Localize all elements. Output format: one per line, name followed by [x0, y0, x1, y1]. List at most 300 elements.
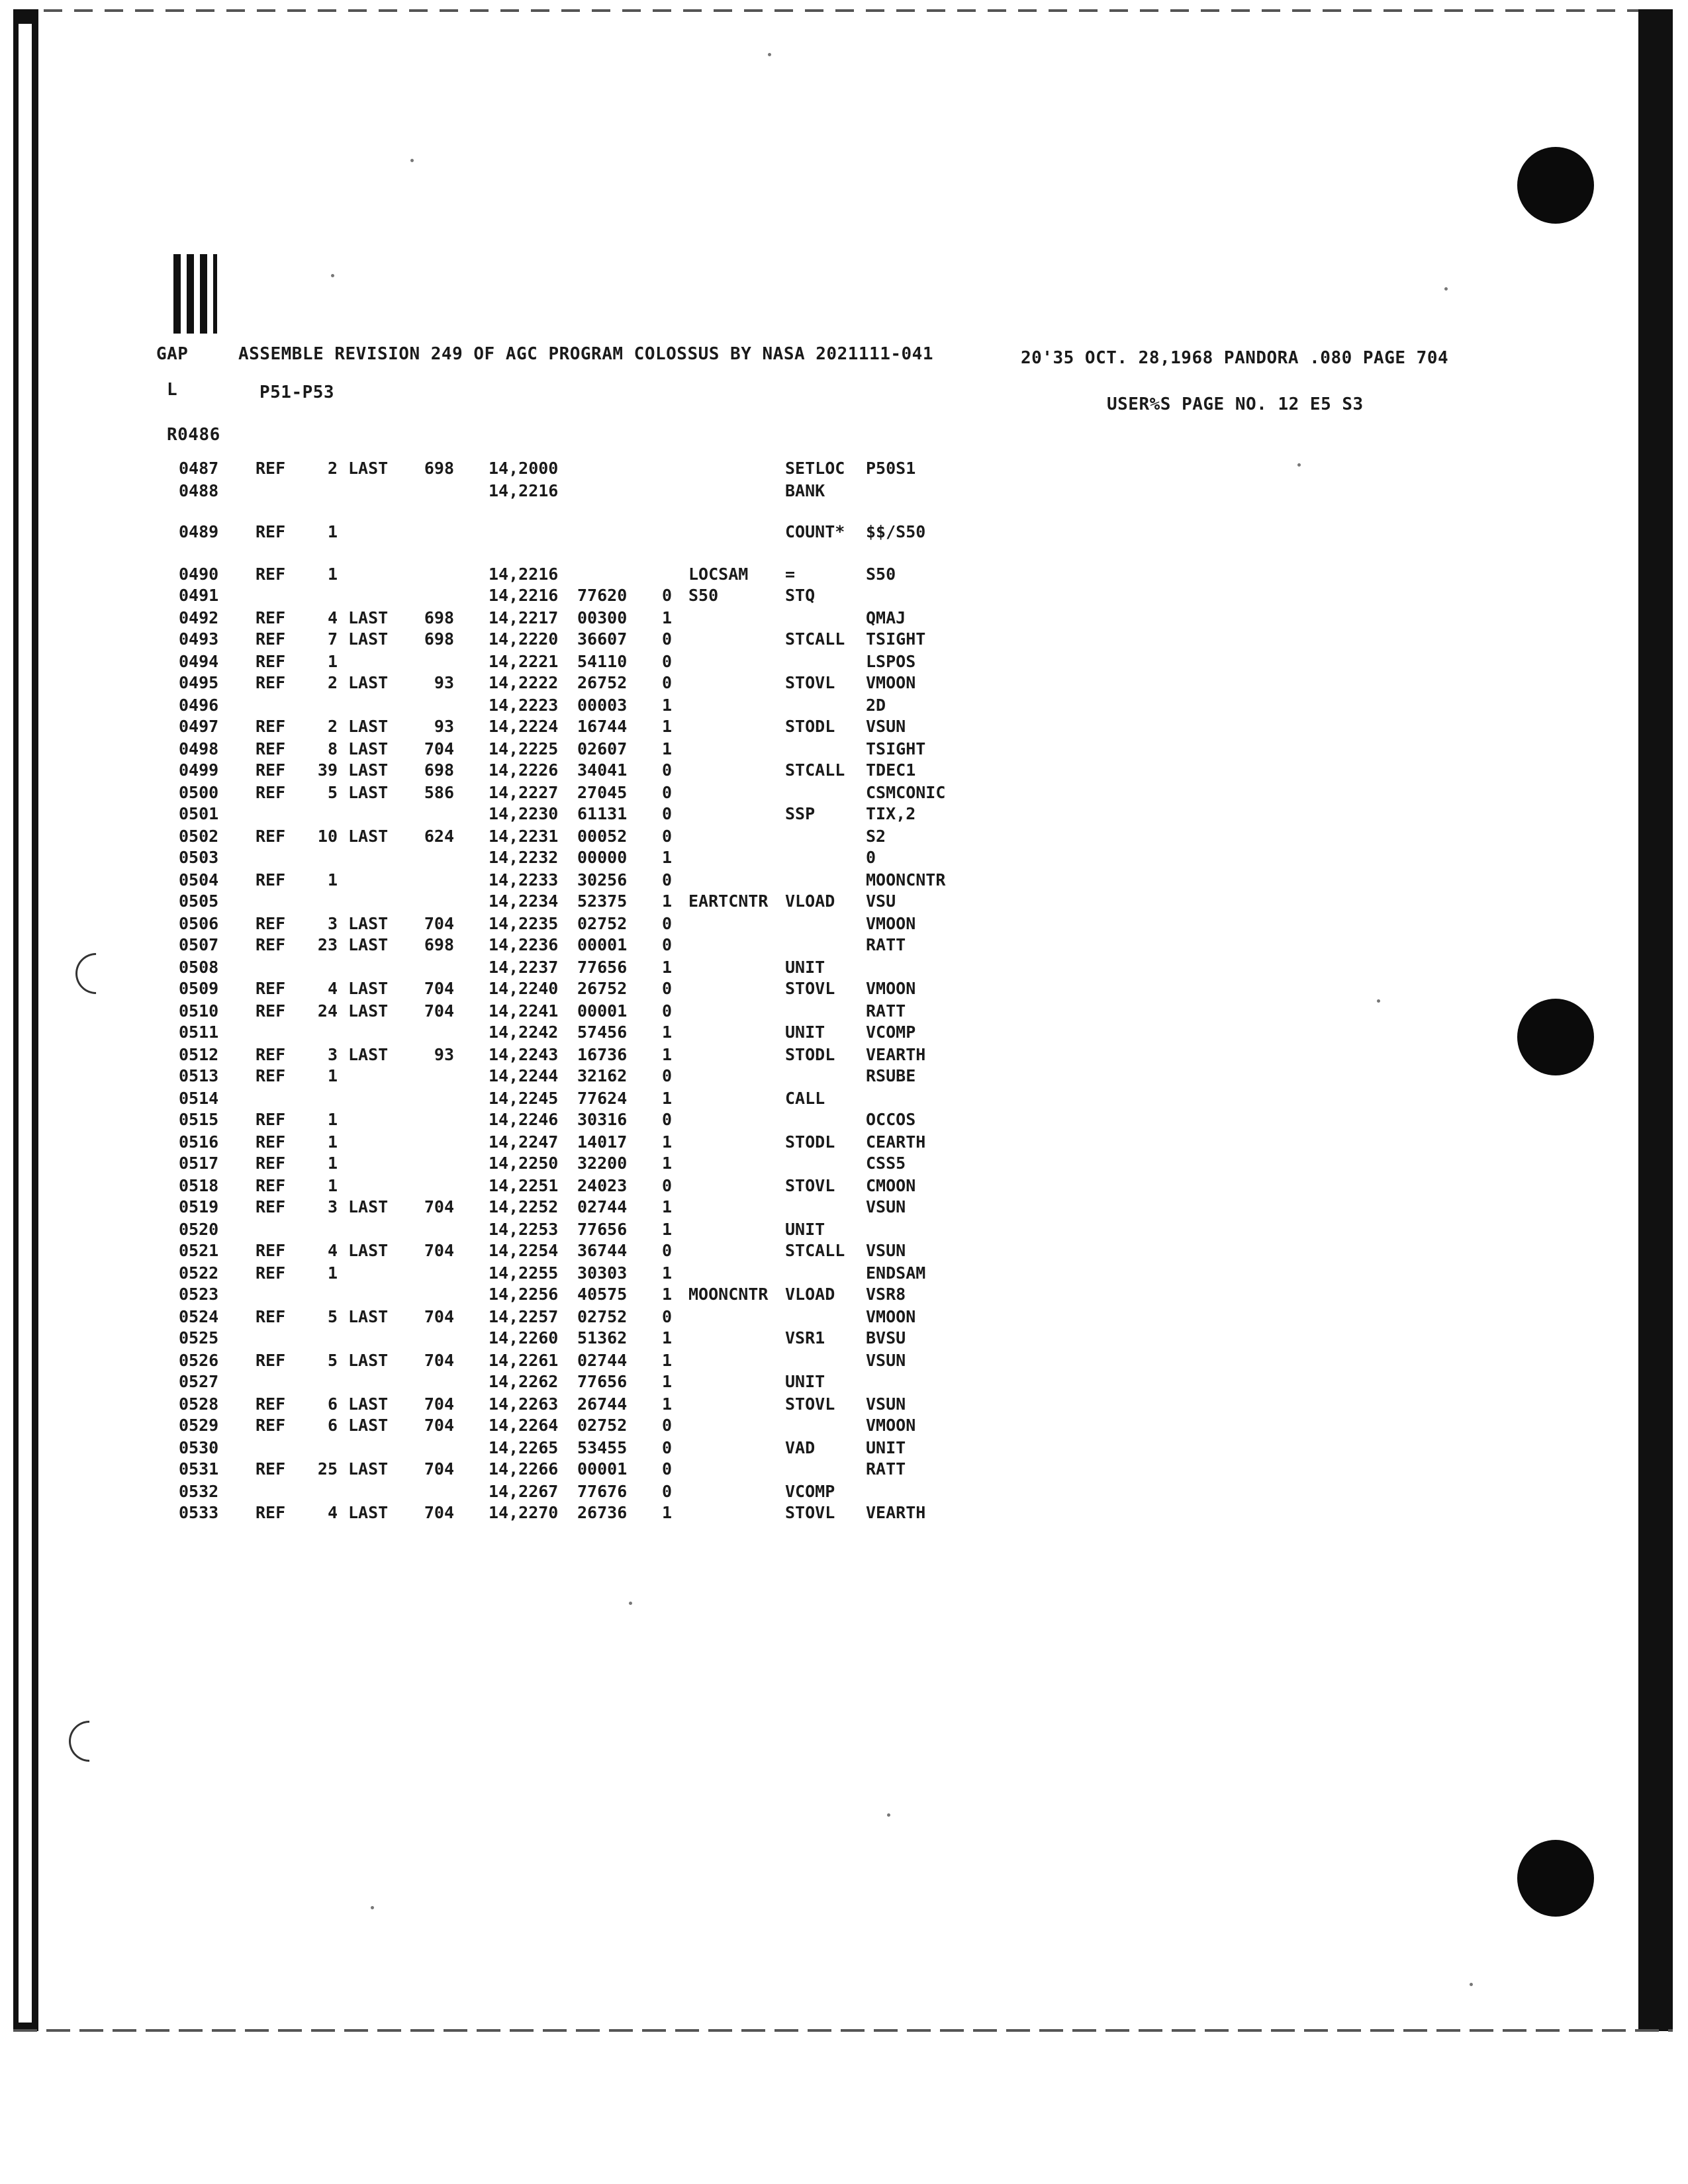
listing-cell-lbl: MOONCNTR — [688, 1285, 769, 1304]
listing-row — [0, 1001, 993, 1022]
listing-cell-last: LAST — [348, 739, 389, 758]
listing-cell-opd: VEARTH — [866, 1045, 926, 1064]
listing-cell-cnt: 5 — [327, 1351, 338, 1370]
listing-cell-opd: TIX,2 — [866, 804, 916, 823]
listing-cell-code: 02744 — [577, 1197, 628, 1216]
listing-cell-opd: TDEC1 — [866, 760, 916, 780]
listing-cell-addr: 14,2216 — [489, 586, 559, 605]
listing-cell-ref: REF — [256, 739, 286, 758]
listing-cell-addr: 14,2252 — [489, 1197, 559, 1216]
listing-cell-last: LAST — [348, 979, 389, 998]
listing-cell-opd: RATT — [866, 935, 906, 954]
listing-cell-addr: 14,2243 — [489, 1045, 559, 1064]
listing-cell-opd: ENDSAM — [866, 1263, 926, 1283]
listing-row — [0, 1022, 993, 1043]
listing-cell-code: 32162 — [577, 1066, 628, 1085]
listing-cell-par: 0 — [662, 1066, 673, 1085]
listing-cell-op: BANK — [785, 481, 825, 500]
listing-cell-addr: 14,2253 — [489, 1220, 559, 1239]
listing-cell-addr: 14,2264 — [489, 1416, 559, 1435]
listing-cell-par: 0 — [662, 1459, 673, 1479]
listing-cell-opd: S2 — [866, 827, 886, 846]
listing-cell-lbl: LOCSAM — [688, 565, 749, 584]
listing-cell-opd: S50 — [866, 565, 896, 584]
listing-cell-op: VCOMP — [785, 1482, 835, 1501]
listing-cell-addr: 14,2256 — [489, 1285, 559, 1304]
listing-cell-addr: 14,2250 — [489, 1154, 559, 1173]
listing-cell-addr: 14,2265 — [489, 1438, 559, 1457]
listing-row — [0, 480, 993, 502]
listing-cell-addr: 14,2263 — [489, 1394, 559, 1414]
listing-row — [0, 1306, 993, 1328]
listing-cell-ln: 0513 — [179, 1066, 219, 1085]
listing-cell-cnt: 4 — [327, 1241, 338, 1260]
listing-cell-par: 0 — [662, 783, 673, 802]
listing-cell-cnt: 1 — [327, 1132, 338, 1152]
listing-row — [0, 1437, 993, 1459]
listing-cell-pg: 93 — [434, 1045, 454, 1064]
listing-cell-ref: REF — [256, 1110, 286, 1129]
listing-cell-lbl: S50 — [688, 586, 719, 605]
listing-cell-cnt: 24 — [317, 1001, 338, 1021]
listing-cell-cnt: 23 — [317, 935, 338, 954]
listing-cell-op: COUNT* — [785, 522, 845, 541]
listing-cell-ln: 0511 — [179, 1023, 219, 1042]
listing-cell-cnt: 2 — [327, 459, 338, 478]
listing-cell-pg: 704 — [424, 1459, 454, 1479]
listing-row — [0, 1044, 993, 1066]
header-prefix: GAP — [156, 344, 189, 364]
listing-cell-code: 00003 — [577, 696, 628, 715]
listing-cell-par: 0 — [662, 827, 673, 846]
listing-cell-par: 1 — [662, 608, 673, 627]
listing-cell-last: LAST — [348, 827, 389, 846]
listing-cell-last: LAST — [348, 1045, 389, 1064]
listing-cell-code: 77676 — [577, 1482, 628, 1501]
listing-cell-cnt: 2 — [327, 717, 338, 736]
listing-cell-opd: VEARTH — [866, 1503, 926, 1522]
listing-cell-ln: 0533 — [179, 1503, 219, 1522]
listing-cell-addr: 14,2220 — [489, 629, 559, 649]
listing-cell-ref: REF — [256, 717, 286, 736]
listing-row — [0, 585, 993, 606]
listing-row — [0, 695, 993, 716]
listing-cell-ln: 0518 — [179, 1176, 219, 1195]
listing-cell-addr: 14,2237 — [489, 958, 559, 977]
listing-cell-pg: 698 — [424, 608, 454, 627]
listing-cell-addr: 14,2266 — [489, 1459, 559, 1479]
listing-cell-par: 0 — [662, 1307, 673, 1326]
listing-cell-code: 02752 — [577, 914, 628, 933]
listing-cell-addr: 14,2241 — [489, 1001, 559, 1021]
listing-cell-ref: REF — [256, 1307, 286, 1326]
listing-cell-pg: 704 — [424, 1503, 454, 1522]
listing-cell-par: 0 — [662, 673, 673, 692]
listing-cell-opd: VSR8 — [866, 1285, 906, 1304]
listing-cell-last: LAST — [348, 1416, 389, 1435]
listing-cell-ref: REF — [256, 979, 286, 998]
listing-cell-last: LAST — [348, 673, 389, 692]
listing-cell-last: LAST — [348, 608, 389, 627]
listing-cell-op: STOVL — [785, 979, 835, 998]
listing-row — [0, 522, 993, 543]
listing-cell-addr: 14,2257 — [489, 1307, 559, 1326]
listing-cell-code: 16744 — [577, 717, 628, 736]
listing-row — [0, 1284, 993, 1305]
listing-cell-pg: 624 — [424, 827, 454, 846]
listing-cell-addr: 14,2226 — [489, 760, 559, 780]
listing-cell-code: 00001 — [577, 935, 628, 954]
listing-cell-last: LAST — [348, 1197, 389, 1216]
listing-cell-ln: 0489 — [179, 522, 219, 541]
listing-cell-code: 40575 — [577, 1285, 628, 1304]
listing-cell-pg: 704 — [424, 1416, 454, 1435]
listing-cell-ref: REF — [256, 1263, 286, 1283]
listing-cell-par: 0 — [662, 1001, 673, 1021]
listing-row — [0, 1459, 993, 1480]
listing-cell-code: 77656 — [577, 1372, 628, 1391]
listing-cell-ref: REF — [256, 1154, 286, 1173]
listing-cell-code: 77656 — [577, 1220, 628, 1239]
listing-cell-pg: 93 — [434, 717, 454, 736]
listing-cell-ln: 0532 — [179, 1482, 219, 1501]
user-page-number: USER%S PAGE NO. 12 E5 S3 — [1107, 394, 1364, 414]
listing-cell-last: LAST — [348, 914, 389, 933]
listing-cell-ref: REF — [256, 1132, 286, 1152]
listing-cell-pg: 93 — [434, 673, 454, 692]
listing-cell-ref: REF — [256, 1416, 286, 1435]
listing-cell-opd: P50S1 — [866, 459, 916, 478]
listing-cell-par: 1 — [662, 1394, 673, 1414]
listing-cell-opd: RATT — [866, 1001, 906, 1021]
listing-cell-addr: 14,2216 — [489, 481, 559, 500]
listing-cell-pg: 698 — [424, 459, 454, 478]
listing-cell-addr: 14,2262 — [489, 1372, 559, 1391]
listing-cell-cnt: 4 — [327, 608, 338, 627]
listing-cell-ln: 0528 — [179, 1394, 219, 1414]
listing-cell-last: LAST — [348, 760, 389, 780]
listing-cell-ref: REF — [256, 827, 286, 846]
listing-cell-code: 53455 — [577, 1438, 628, 1457]
listing-cell-op: STCALL — [785, 760, 845, 780]
listing-title: ASSEMBLE REVISION 249 OF AGC PROGRAM COLOSSUS BY NASA 2021111-041 — [238, 344, 933, 364]
listing-cell-addr: 14,2217 — [489, 608, 559, 627]
listing-cell-ref: REF — [256, 673, 286, 692]
listing-row — [0, 1153, 993, 1174]
listing-cell-ln: 0519 — [179, 1197, 219, 1216]
listing-cell-opd: VSUN — [866, 1197, 906, 1216]
listing-cell-op: VAD — [785, 1438, 816, 1457]
listing-cell-par: 1 — [662, 1503, 673, 1522]
listing-cell-addr: 14,2230 — [489, 804, 559, 823]
listing-row — [0, 1219, 993, 1240]
listing-cell-op: SSP — [785, 804, 816, 823]
listing-cell-code: 51362 — [577, 1328, 628, 1347]
listing-cell-op: STOVL — [785, 1394, 835, 1414]
listing-cell-addr: 14,2244 — [489, 1066, 559, 1085]
listing-cell-cnt: 6 — [327, 1416, 338, 1435]
listing-cell-addr: 14,2261 — [489, 1351, 559, 1370]
listing-cell-par: 1 — [662, 1328, 673, 1347]
listing-cell-ref: REF — [256, 565, 286, 584]
listing-cell-ln: 0527 — [179, 1372, 219, 1391]
listing-cell-par: 0 — [662, 1482, 673, 1501]
listing-cell-addr: 14,2232 — [489, 848, 559, 867]
listing-cell-last: LAST — [348, 717, 389, 736]
listing-cell-addr: 14,2247 — [489, 1132, 559, 1152]
listing-cell-op: SETLOC — [785, 459, 845, 478]
listing-row — [0, 739, 993, 760]
listing-cell-last: LAST — [348, 1001, 389, 1021]
listing-cell-par: 1 — [662, 1197, 673, 1216]
listing-cell-addr: 14,2231 — [489, 827, 559, 846]
listing-cell-ref: REF — [256, 1459, 286, 1479]
listing-row — [0, 782, 993, 803]
listing-cell-ref: REF — [256, 1394, 286, 1414]
listing-cell-par: 1 — [662, 1220, 673, 1239]
listing-cell-opd: CEARTH — [866, 1132, 926, 1152]
listing-cell-pg: 704 — [424, 1241, 454, 1260]
listing-cell-par: 0 — [662, 870, 673, 889]
listing-cell-pg: 704 — [424, 1351, 454, 1370]
listing-cell-code: 32200 — [577, 1154, 628, 1173]
listing-cell-op: CALL — [785, 1089, 825, 1108]
listing-cell-par: 0 — [662, 1176, 673, 1195]
listing-cell-opd: VSUN — [866, 717, 906, 736]
listing-cell-cnt: 7 — [327, 629, 338, 649]
listing-date-page: 20'35 OCT. 28,1968 PANDORA .080 PAGE 704 — [1021, 348, 1449, 368]
listing-cell-cnt: 8 — [327, 739, 338, 758]
listing-cell-ln: 0501 — [179, 804, 219, 823]
listing-cell-par: 1 — [662, 1045, 673, 1064]
listing-cell-opd: OCCOS — [866, 1110, 916, 1129]
listing-cell-code: 00052 — [577, 827, 628, 846]
listing-cell-par: 1 — [662, 696, 673, 715]
listing-cell-cnt: 1 — [327, 565, 338, 584]
listing-cell-ln: 0505 — [179, 891, 219, 911]
listing-cell-pg: 704 — [424, 979, 454, 998]
listing-cell-code: 16736 — [577, 1045, 628, 1064]
listing-cell-code: 34041 — [577, 760, 628, 780]
listing-cell-ref: REF — [256, 783, 286, 802]
listing-cell-last: LAST — [348, 1394, 389, 1414]
listing-cell-code: 27045 — [577, 783, 628, 802]
listing-cell-addr: 14,2235 — [489, 914, 559, 933]
listing-cell-last: LAST — [348, 1459, 389, 1479]
listing-cell-par: 0 — [662, 629, 673, 649]
listing-cell-par: 1 — [662, 891, 673, 911]
listing-cell-cnt: 4 — [327, 1503, 338, 1522]
listing-cell-code: 26752 — [577, 979, 628, 998]
listing-row — [0, 672, 993, 694]
listing-cell-par: 0 — [662, 979, 673, 998]
listing-cell-opd: VMOON — [866, 979, 916, 998]
listing-cell-ln: 0521 — [179, 1241, 219, 1260]
listing-row — [0, 1066, 993, 1087]
listing-cell-ln: 0494 — [179, 652, 219, 671]
listing-cell-pg: 704 — [424, 1001, 454, 1021]
listing-cell-code: 02752 — [577, 1416, 628, 1435]
listing-cell-pg: 704 — [424, 1197, 454, 1216]
listing-cell-ref: REF — [256, 1045, 286, 1064]
listing-cell-addr: 14,2270 — [489, 1503, 559, 1522]
listing-cell-ref: REF — [256, 1176, 286, 1195]
listing-cell-ref: REF — [256, 1001, 286, 1021]
listing-row — [0, 913, 993, 934]
listing-cell-addr: 14,2242 — [489, 1023, 559, 1042]
listing-cell-par: 0 — [662, 1416, 673, 1435]
listing-cell-cnt: 6 — [327, 1394, 338, 1414]
listing-cell-pg: 698 — [424, 760, 454, 780]
listing-cell-ln: 0508 — [179, 958, 219, 977]
listing-cell-code: 57456 — [577, 1023, 628, 1042]
listing-cell-ln: 0515 — [179, 1110, 219, 1129]
listing-cell-opd: RSUBE — [866, 1066, 916, 1085]
listing-row — [0, 760, 993, 781]
listing-cell-opd: UNIT — [866, 1438, 906, 1457]
listing-cell-addr: 14,2240 — [489, 979, 559, 998]
listing-row — [0, 1481, 993, 1502]
listing-cell-op: STOVL — [785, 1176, 835, 1195]
listing-cell-op: STCALL — [785, 629, 845, 649]
listing-cell-ln: 0526 — [179, 1351, 219, 1370]
listing-cell-last: LAST — [348, 783, 389, 802]
listing-cell-par: 1 — [662, 1372, 673, 1391]
listing-cell-addr: 14,2221 — [489, 652, 559, 671]
listing-row — [0, 1502, 993, 1524]
listing-cell-code: 30316 — [577, 1110, 628, 1129]
listing-cell-ln: 0487 — [179, 459, 219, 478]
listing-cell-opd: 2D — [866, 696, 886, 715]
listing-cell-par: 0 — [662, 652, 673, 671]
listing-cell-ln: 0531 — [179, 1459, 219, 1479]
listing-cell-op: STOVL — [785, 1503, 835, 1522]
listing-cell-par: 1 — [662, 1285, 673, 1304]
first-line-number: R0486 — [167, 425, 220, 445]
listing-row — [0, 803, 993, 825]
listing-row — [0, 651, 993, 672]
listing-cell-pg: 704 — [424, 914, 454, 933]
listing-cell-op: UNIT — [785, 1220, 825, 1239]
listing-cell-par: 0 — [662, 1110, 673, 1129]
listing-row — [0, 1328, 993, 1349]
listing-cell-ln: 0506 — [179, 914, 219, 933]
listing-cell-addr: 14,2223 — [489, 696, 559, 715]
listing-cell-opd: LSPOS — [866, 652, 916, 671]
listing-cell-par: 1 — [662, 1351, 673, 1370]
listing-cell-pg: 704 — [424, 1307, 454, 1326]
listing-cell-addr: 14,2227 — [489, 783, 559, 802]
listing-cell-opd: VMOON — [866, 1307, 916, 1326]
listing-cell-cnt: 3 — [327, 1045, 338, 1064]
listing-cell-op: STOVL — [785, 673, 835, 692]
listing-cell-cnt: 39 — [317, 760, 338, 780]
listing-cell-ref: REF — [256, 459, 286, 478]
listing-cell-par: 1 — [662, 1263, 673, 1283]
listing-cell-op: STODL — [785, 1045, 835, 1064]
listing-row — [0, 458, 993, 479]
listing-cell-addr: 14,2255 — [489, 1263, 559, 1283]
listing-cell-opd: VMOON — [866, 1416, 916, 1435]
listing-cell-ref: REF — [256, 629, 286, 649]
listing-cell-ln: 0530 — [179, 1438, 219, 1457]
listing-cell-cnt: 5 — [327, 783, 338, 802]
listing-cell-lbl: EARTCNTR — [688, 891, 769, 911]
listing-row — [0, 1175, 993, 1197]
listing-cell-ln: 0510 — [179, 1001, 219, 1021]
listing-cell-op: UNIT — [785, 958, 825, 977]
listing-cell-par: 1 — [662, 739, 673, 758]
listing-cell-addr: 14,2236 — [489, 935, 559, 954]
listing-row — [0, 1109, 993, 1130]
listing-cell-cnt: 3 — [327, 914, 338, 933]
listing-cell-ln: 0496 — [179, 696, 219, 715]
listing-cell-code: 30303 — [577, 1263, 628, 1283]
listing-cell-cnt: 4 — [327, 979, 338, 998]
listing-cell-par: 1 — [662, 1089, 673, 1108]
listing-cell-cnt: 1 — [327, 1154, 338, 1173]
listing-cell-addr: 14,2000 — [489, 459, 559, 478]
listing-cell-par: 1 — [662, 717, 673, 736]
listing-cell-ln: 0524 — [179, 1307, 219, 1326]
listing-cell-pg: 586 — [424, 783, 454, 802]
listing-cell-ln: 0495 — [179, 673, 219, 692]
listing-cell-code: 26736 — [577, 1503, 628, 1522]
listing-cell-addr: 14,2254 — [489, 1241, 559, 1260]
listing-cell-addr: 14,2245 — [489, 1089, 559, 1108]
listing-cell-op: VLOAD — [785, 1285, 835, 1304]
listing-cell-addr: 14,2222 — [489, 673, 559, 692]
listing-cell-ln: 0520 — [179, 1220, 219, 1239]
listing-cell-opd: TSIGHT — [866, 629, 926, 649]
listing-cell-par: 1 — [662, 1023, 673, 1042]
listing-cell-ln: 0497 — [179, 717, 219, 736]
listing-cell-addr: 14,2216 — [489, 565, 559, 584]
listing-cell-op: STODL — [785, 1132, 835, 1152]
listing-cell-ln: 0523 — [179, 1285, 219, 1304]
listing-cell-code: 77620 — [577, 586, 628, 605]
listing-cell-ref: REF — [256, 1197, 286, 1216]
listing-cell-par: 0 — [662, 1438, 673, 1457]
listing-cell-ln: 0491 — [179, 586, 219, 605]
listing-row — [0, 564, 993, 585]
listing-cell-last: LAST — [348, 1307, 389, 1326]
listing-cell-op: STCALL — [785, 1241, 845, 1260]
listing-cell-par: 0 — [662, 586, 673, 605]
listing-cell-pg: 698 — [424, 935, 454, 954]
listing-cell-ref: REF — [256, 1503, 286, 1522]
listing-cell-op: UNIT — [785, 1023, 825, 1042]
listing-row — [0, 1263, 993, 1284]
listing-row — [0, 608, 993, 629]
listing-cell-last: LAST — [348, 459, 389, 478]
listing-row — [0, 1371, 993, 1392]
listing-cell-code: 00000 — [577, 848, 628, 867]
listing-cell-op: UNIT — [785, 1372, 825, 1391]
listing-cell-pg: 704 — [424, 739, 454, 758]
listing-cell-ln: 0490 — [179, 565, 219, 584]
listing-cell-code: 14017 — [577, 1132, 628, 1152]
listing-cell-pg: 704 — [424, 1394, 454, 1414]
listing-cell-cnt: 1 — [327, 870, 338, 889]
listing-cell-last: LAST — [348, 1351, 389, 1370]
listing-cell-op: VSR1 — [785, 1328, 825, 1347]
listing-cell-opd: VMOON — [866, 673, 916, 692]
listing-cell-opd: VMOON — [866, 914, 916, 933]
listing-cell-opd: TSIGHT — [866, 739, 926, 758]
listing-cell-opd: $$/S50 — [866, 522, 926, 541]
listing-cell-ln: 0525 — [179, 1328, 219, 1347]
